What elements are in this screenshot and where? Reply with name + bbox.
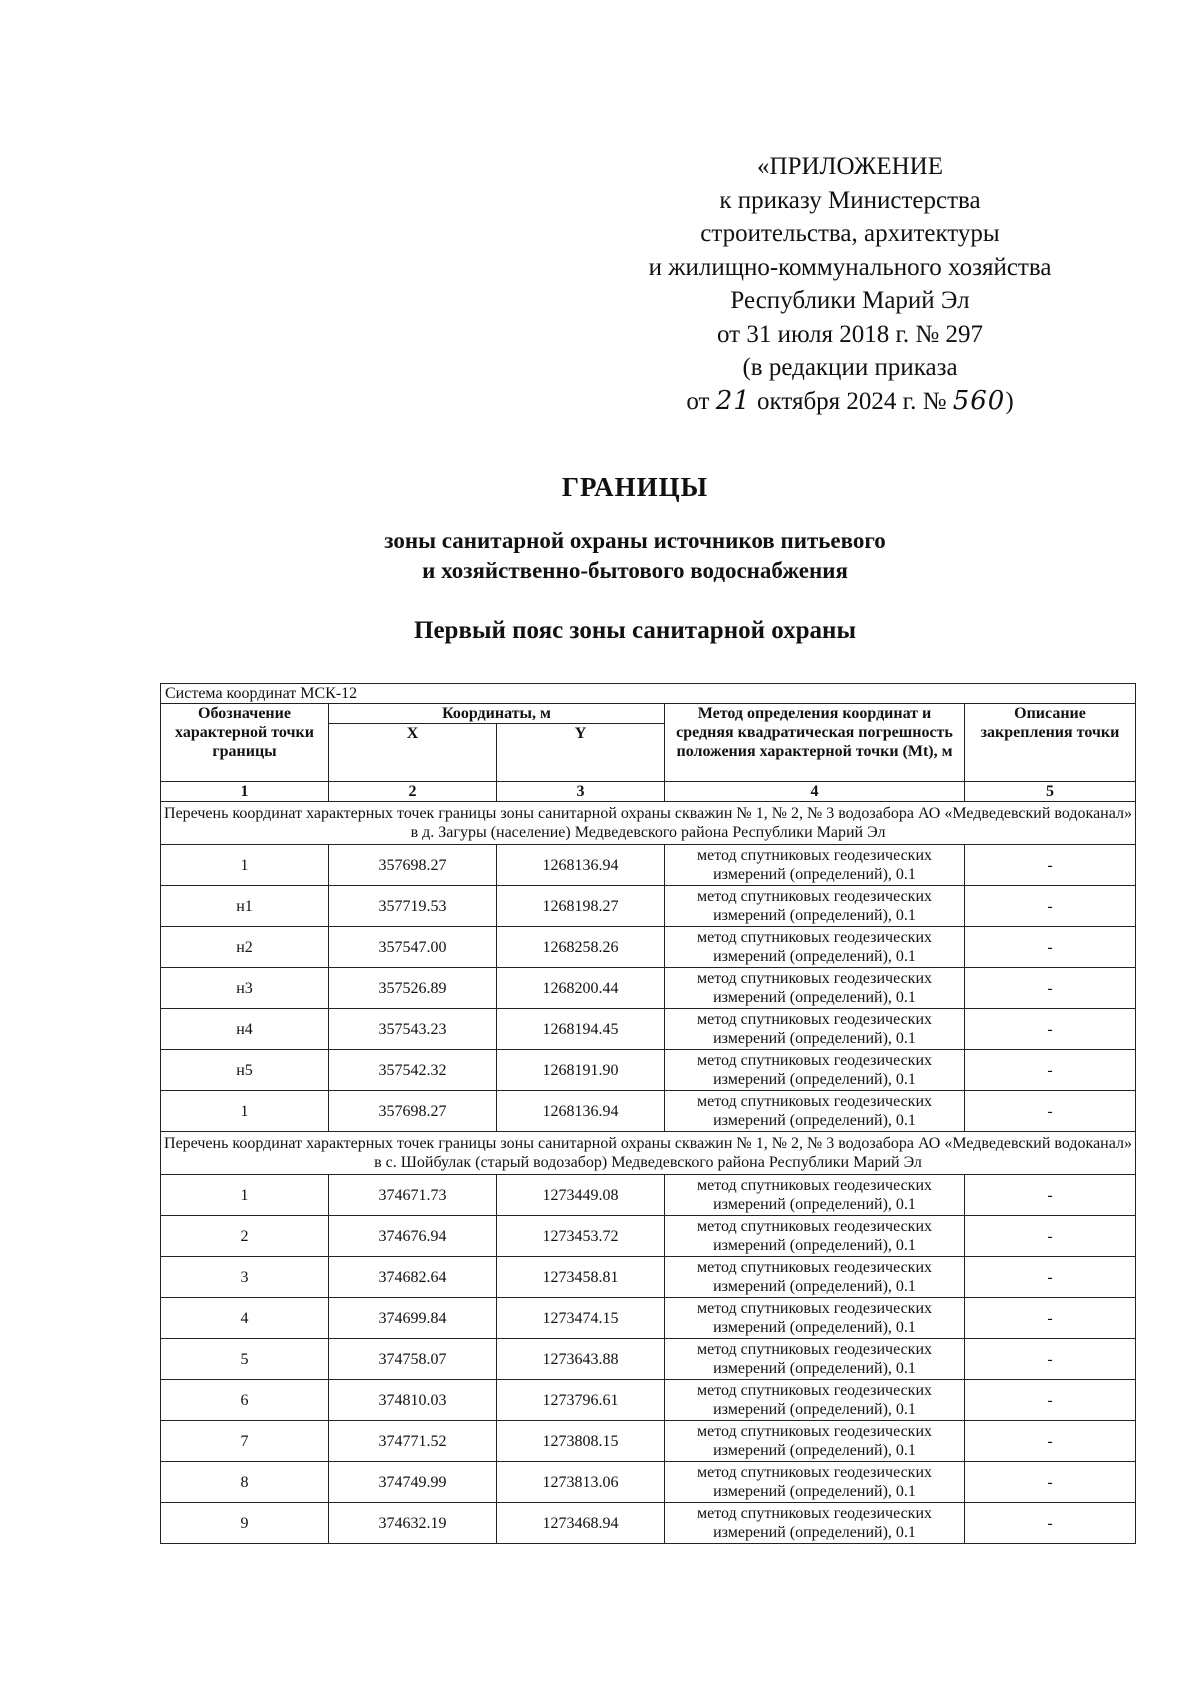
appendix-header — [600, 150, 1100, 418]
belt-title: Первый пояс зоны санитарной охраны — [414, 617, 856, 644]
handwritten-number: 560 — [952, 385, 1006, 416]
coord-x-cell: 357719.53 — [329, 886, 497, 927]
method-cell: метод спутниковых геодезических измерений (определений), 0.1 — [665, 1257, 965, 1298]
amendment-prefix: от — [686, 387, 710, 415]
point-id-cell: н4 — [161, 1009, 329, 1050]
point-id-cell: н3 — [161, 968, 329, 1009]
coord-y-cell: 1268258.26 — [497, 927, 665, 968]
appendix-line: (в редакции приказа — [742, 354, 958, 381]
table-row — [161, 1175, 1136, 1216]
table-row — [161, 1050, 1136, 1091]
fixing-cell: - — [965, 1380, 1136, 1421]
column-number: 1 — [161, 782, 329, 802]
coord-x-cell: 374749.99 — [329, 1462, 497, 1503]
header-fixing: Описание закрепления точки — [965, 704, 1136, 782]
fixing-cell: - — [965, 1175, 1136, 1216]
fixing-cell: - — [965, 1298, 1136, 1339]
coordinate-system: Система координат МСК-12 — [161, 684, 1136, 704]
column-number: 2 — [329, 782, 497, 802]
coord-y-cell: 1273449.08 — [497, 1175, 665, 1216]
method-cell: метод спутниковых геодезических измерений (определений), 0.1 — [665, 1380, 965, 1421]
header-method: Метод определения координат и средняя квадратическая погрешность положения характерной точки (Mt), м — [665, 704, 965, 782]
method-cell: метод спутниковых геодезических измерений (определений), 0.1 — [665, 968, 965, 1009]
appendix-amendment-line: от 21 октября 2024 г. № 560) — [686, 385, 1014, 416]
table-row — [161, 1298, 1136, 1339]
fixing-cell: - — [965, 1009, 1136, 1050]
coord-y-cell: 1273813.06 — [497, 1462, 665, 1503]
column-number: 5 — [965, 782, 1136, 802]
fixing-cell: - — [965, 1503, 1136, 1544]
coord-x-cell: 374771.52 — [329, 1421, 497, 1462]
table-row — [161, 1216, 1136, 1257]
table-row — [161, 968, 1136, 1009]
coord-x-cell: 357547.00 — [329, 927, 497, 968]
point-id-cell: 9 — [161, 1503, 329, 1544]
coord-y-cell: 1273474.15 — [497, 1298, 665, 1339]
coord-y-cell: 1273453.72 — [497, 1216, 665, 1257]
header-designation: Обозначение характерной точки границы — [161, 704, 329, 782]
point-id-cell: н5 — [161, 1050, 329, 1091]
coord-y-cell: 1268194.45 — [497, 1009, 665, 1050]
fixing-cell: - — [965, 1339, 1136, 1380]
coord-y-cell: 1273808.15 — [497, 1421, 665, 1462]
header-coordinates: Координаты, м — [329, 704, 665, 724]
table-row — [161, 1421, 1136, 1462]
column-number: 3 — [497, 782, 665, 802]
coord-y-cell: 1268198.27 — [497, 886, 665, 927]
coord-y-cell: 1273468.94 — [497, 1503, 665, 1544]
coord-x-cell: 374699.84 — [329, 1298, 497, 1339]
method-cell: метод спутниковых геодезических измерений (определений), 0.1 — [665, 1462, 965, 1503]
fixing-cell: - — [965, 845, 1136, 886]
point-id-cell: 7 — [161, 1421, 329, 1462]
fixing-cell: - — [965, 886, 1136, 927]
document-subtitle-line: зоны санитарной охраны источников питьевого — [384, 528, 886, 553]
column-number: 4 — [665, 782, 965, 802]
point-id-cell: 1 — [161, 1091, 329, 1132]
table-row — [161, 927, 1136, 968]
appendix-line: Республики Марий Эл — [730, 287, 970, 314]
coord-x-cell: 357526.89 — [329, 968, 497, 1009]
coord-x-cell: 357698.27 — [329, 845, 497, 886]
point-id-cell: 6 — [161, 1380, 329, 1421]
table-row — [161, 886, 1136, 927]
coordinates-table — [160, 683, 1136, 1544]
table-row — [161, 1380, 1136, 1421]
table-row — [161, 845, 1136, 886]
fixing-cell: - — [965, 927, 1136, 968]
fixing-cell: - — [965, 1257, 1136, 1298]
fixing-cell: - — [965, 1216, 1136, 1257]
coord-x-cell: 357543.23 — [329, 1009, 497, 1050]
point-id-cell: 5 — [161, 1339, 329, 1380]
method-cell: метод спутниковых геодезических измерений (определений), 0.1 — [665, 927, 965, 968]
point-id-cell: 1 — [161, 1175, 329, 1216]
point-id-cell: 8 — [161, 1462, 329, 1503]
document-subtitle-line: и хозяйственно-бытового водоснабжения — [422, 558, 848, 583]
appendix-line: «ПРИЛОЖЕНИЕ — [757, 153, 943, 180]
coord-y-cell: 1273643.88 — [497, 1339, 665, 1380]
coord-y-cell: 1273796.61 — [497, 1380, 665, 1421]
fixing-cell: - — [965, 1462, 1136, 1503]
document-title: ГРАНИЦЫ — [561, 472, 709, 502]
point-id-cell: 3 — [161, 1257, 329, 1298]
fixing-cell: - — [965, 1050, 1136, 1091]
appendix-line: к приказу Министерства — [719, 186, 981, 214]
appendix-line: строительства, архитектуры — [700, 220, 1000, 247]
coord-x-cell: 374676.94 — [329, 1216, 497, 1257]
point-id-cell: н2 — [161, 927, 329, 968]
coord-y-cell: 1273458.81 — [497, 1257, 665, 1298]
table-row — [161, 1462, 1136, 1503]
method-cell: метод спутниковых геодезических измерений (определений), 0.1 — [665, 1175, 965, 1216]
method-cell: метод спутниковых геодезических измерений (определений), 0.1 — [665, 1009, 965, 1050]
method-cell: метод спутниковых геодезических измерений (определений), 0.1 — [665, 1421, 965, 1462]
handwritten-day: 21 — [715, 385, 751, 416]
coord-x-cell: 374758.07 — [329, 1339, 497, 1380]
method-cell: метод спутниковых геодезических измерений (определений), 0.1 — [665, 886, 965, 927]
table-row — [161, 1339, 1136, 1380]
method-cell: метод спутниковых геодезических измерений (определений), 0.1 — [665, 1216, 965, 1257]
coord-x-cell: 374810.03 — [329, 1380, 497, 1421]
coord-x-cell: 374682.64 — [329, 1257, 497, 1298]
header-y: Y — [497, 724, 665, 782]
coord-x-cell: 374671.73 — [329, 1175, 497, 1216]
method-cell: метод спутниковых геодезических измерений (определений), 0.1 — [665, 1091, 965, 1132]
header-x: X — [329, 724, 497, 782]
appendix-line: от 31 июля 2018 г. № 297 — [716, 320, 984, 348]
table-row — [161, 1503, 1136, 1544]
method-cell: метод спутниковых геодезических измерений (определений), 0.1 — [665, 1339, 965, 1380]
method-cell: метод спутниковых геодезических измерений (определений), 0.1 — [665, 1050, 965, 1091]
coord-y-cell: 1268136.94 — [497, 845, 665, 886]
table-row — [161, 1009, 1136, 1050]
method-cell: метод спутниковых геодезических измерений (определений), 0.1 — [665, 1298, 965, 1339]
section-caption: Перечень координат характерных точек границы зоны санитарной охраны скважин № 1, № 2, № 3 водозабора АО «Медведевский водоканал» в с. Шойбулак (старый водозабор) Медведевского района Республики Марий Эл — [161, 1132, 1136, 1175]
coord-x-cell: 357698.27 — [329, 1091, 497, 1132]
coord-y-cell: 1268191.90 — [497, 1050, 665, 1091]
point-id-cell: 4 — [161, 1298, 329, 1339]
coord-x-cell: 374632.19 — [329, 1503, 497, 1544]
section-caption-row — [161, 1132, 1136, 1175]
method-cell: метод спутниковых геодезических измерений (определений), 0.1 — [665, 845, 965, 886]
section-caption-row — [161, 802, 1136, 845]
point-id-cell: н1 — [161, 886, 329, 927]
table-row — [161, 1091, 1136, 1132]
method-cell: метод спутниковых геодезических измерений (определений), 0.1 — [665, 1503, 965, 1544]
section-caption: Перечень координат характерных точек границы зоны санитарной охраны скважин № 1, № 2, № 3 водозабора АО «Медведевский водоканал» в д. Загуры (население) Медведевского района Республики Марий Эл — [161, 802, 1136, 845]
coord-y-cell: 1268200.44 — [497, 968, 665, 1009]
appendix-line: и жилищно-коммунального хозяйства — [648, 253, 1052, 281]
coord-y-cell: 1268136.94 — [497, 1091, 665, 1132]
coord-x-cell: 357542.32 — [329, 1050, 497, 1091]
fixing-cell: - — [965, 968, 1136, 1009]
fixing-cell: - — [965, 1091, 1136, 1132]
point-id-cell: 2 — [161, 1216, 329, 1257]
table-row — [161, 1257, 1136, 1298]
fixing-cell: - — [965, 1421, 1136, 1462]
point-id-cell: 1 — [161, 845, 329, 886]
amendment-middle: октября 2024 г. № — [757, 387, 947, 415]
